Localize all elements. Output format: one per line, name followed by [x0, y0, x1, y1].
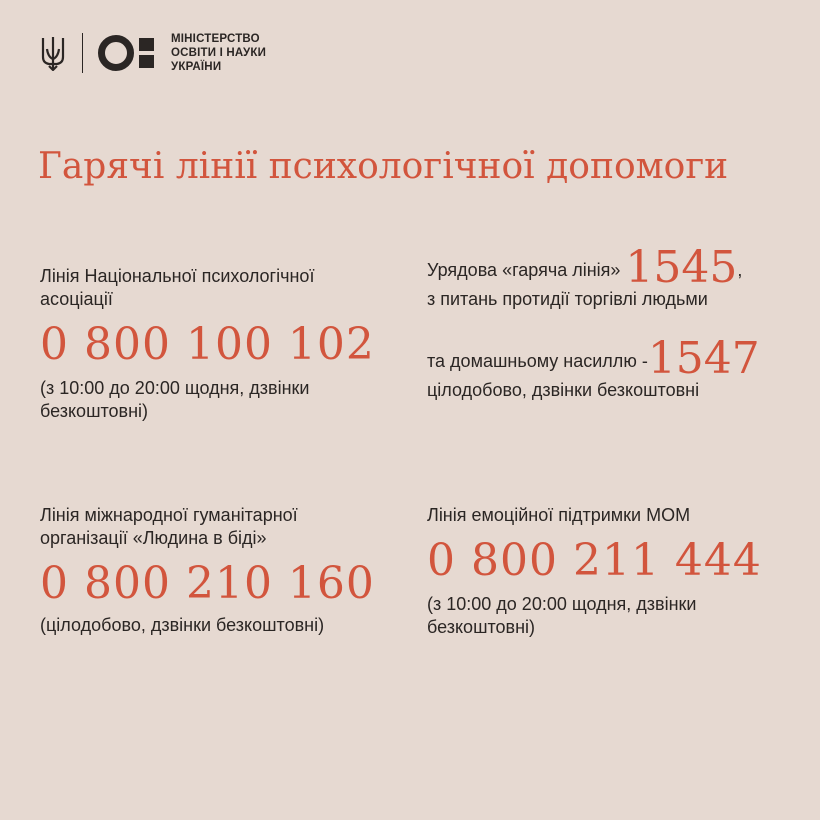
- header: [40, 33, 266, 73]
- hotline-iom: [427, 504, 767, 639]
- hotline-label: Лінія емоційної підтримки МОМ: [427, 505, 691, 525]
- hotline-phone[interactable]: 0 800 211 444: [427, 535, 762, 586]
- hotline-note: цілодобово, дзвінки безкоштовні: [427, 380, 700, 400]
- hotline-government: [427, 242, 797, 402]
- hotline-comma: ,: [737, 260, 743, 280]
- mon-logo-icon: [97, 31, 161, 75]
- ministry-name: [171, 32, 266, 74]
- hotline-label: Лінія Національної психологічної асоціації: [40, 266, 315, 309]
- hotline-phone[interactable]: 0 800 210 160: [40, 558, 375, 609]
- hotline-note: (з 10:00 до 20:00 щодня, дзвінки безкоштовні): [427, 594, 697, 637]
- ministry-line-3: УКРАЇНИ: [171, 61, 222, 73]
- hotline-label-part-1: Урядова «гаряча лінія»: [427, 260, 621, 280]
- hotline-label-line-1: [427, 242, 797, 293]
- ministry-line-1: МІНІСТЕРСТВО: [171, 33, 260, 45]
- trident-icon: [40, 35, 66, 71]
- ministry-line-2: ОСВІТИ І НАУКИ: [171, 47, 267, 59]
- hotline-label-line-3: [427, 333, 797, 384]
- hotline-phone[interactable]: 0 800 100 102: [40, 319, 375, 370]
- hotline-label-part-2: з питань протидії торгівлі людьми: [427, 289, 708, 309]
- hotline-label-part-3: та домашньому насиллю -: [427, 351, 648, 371]
- hotline-note: (з 10:00 до 20:00 щодня, дзвінки безкоштовні): [40, 378, 310, 421]
- hotline-label: Лінія міжнародної гуманітарної організації «Людина в біді»: [40, 505, 298, 548]
- header-divider: [82, 33, 83, 73]
- hotline-national: [40, 265, 380, 423]
- page-title: Гарячі лінії психологічної допомоги: [38, 146, 729, 187]
- hotline-number-1547[interactable]: 1547: [647, 333, 760, 384]
- hotline-number-1545[interactable]: 1545: [625, 242, 738, 293]
- hotline-humanitarian: [40, 504, 375, 637]
- hotline-note: (цілодобово, дзвінки безкоштовні): [40, 615, 325, 635]
